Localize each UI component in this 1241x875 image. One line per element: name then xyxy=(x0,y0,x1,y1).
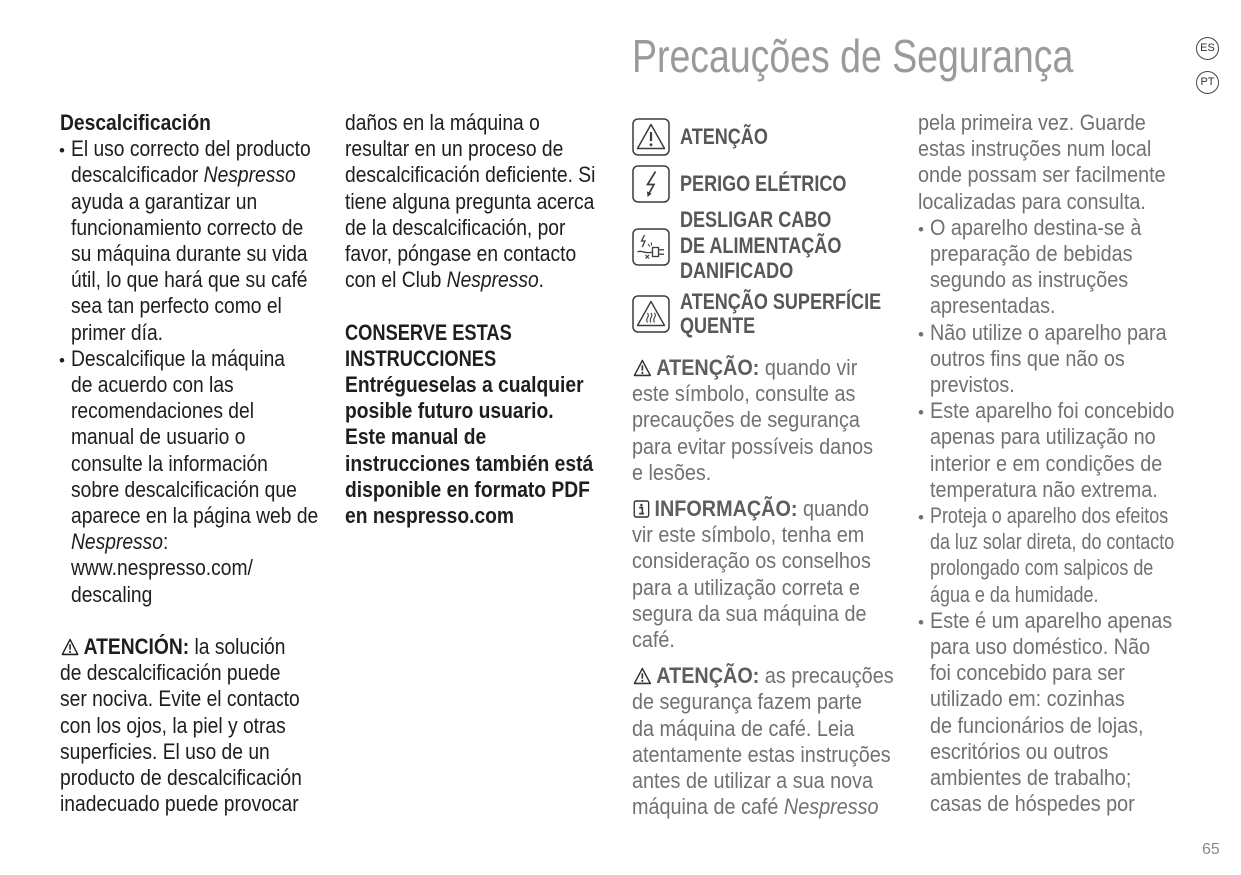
list-item xyxy=(918,215,1230,320)
language-badge-es: ES xyxy=(1196,37,1219,60)
warning-icon xyxy=(632,667,653,685)
list-item-text xyxy=(71,136,318,346)
continued-paragraph xyxy=(345,110,595,293)
list-item-text: • Este aparelho foi concebido apenas para utilização no interior e em condições de temperatura não extrema. xyxy=(930,398,1175,502)
warning-label: ATENCIÓN: xyxy=(83,634,190,660)
warning-icon xyxy=(632,118,670,156)
list-item-text: • Este é um aparelho apenas para uso doméstico. Não foi concebido para ser utilizado em: cozinhas de funcionários de lojas, escritórios ou outros ambientes de trabalho; casas de hóspedes por xyxy=(930,607,1173,817)
list-item xyxy=(918,503,1230,608)
note-text: quando vir este símbolo, consulte as precauções de segurança para evitar possíveis danos e lesões. xyxy=(632,355,874,485)
text-run: ayuda a garantizar un funcionamiento correcto de su máquina durante su vida útil, lo que hará que su café sea tan perfecto como el primer día. xyxy=(71,188,308,345)
note-label: ATENÇÃO: xyxy=(656,355,760,380)
list-item-text: • Não utilize o aparelho para outros fins que não os previstos. xyxy=(930,319,1167,398)
page-number: 65 xyxy=(1202,841,1220,858)
section-heading: Descalcificación xyxy=(60,110,211,135)
warning-icon xyxy=(60,638,80,656)
column-es-right xyxy=(345,110,631,529)
warning-paragraph xyxy=(60,634,317,817)
damaged-cable-icon xyxy=(632,228,670,266)
hot-surface-icon xyxy=(632,295,670,333)
note-warning xyxy=(632,355,894,486)
brand-name: Nespresso xyxy=(783,794,879,820)
list-item-text xyxy=(71,346,318,608)
note-info xyxy=(632,496,894,653)
legend-label-damaged-cable: DESLIGAR CABO DE ALIMENTAÇÃO DANIFICADO xyxy=(680,207,842,283)
list-item xyxy=(60,346,354,608)
text-run: daños en la máquina o resultar en un proceso de descalcificación deficiente. Si tiene alguna pregunta acerca de la descalcificación, por favor, póngase en contacto con el Club xyxy=(345,110,596,293)
warning-text: la solución de descalcificación puede ser nociva. Evite el contacto con los ojos, la piel y otras superficies. El uso de un producto de descalcificación inadecuado puede provocar xyxy=(60,634,302,817)
list-item xyxy=(60,136,354,346)
legend-label-electric: PERIGO ELÉTRICO xyxy=(680,171,847,196)
brand-name: Nespresso xyxy=(203,162,296,188)
note-text: as precauções de segurança fazem parte da máquina de café. Leia atentamente estas instruções antes de utilizar a sua nova máquina de café xyxy=(632,663,894,820)
list-item-text: • Proteja o aparelho dos efeitos da luz solar direta, do contacto prolongado com salpicos de água e da humidade. xyxy=(930,503,1175,607)
info-icon xyxy=(632,500,651,518)
note-text: quando vir este símbolo, tenha em consideração os conselhos para a utilização correta e segura da sua máquina de café. xyxy=(632,496,871,653)
note-warning xyxy=(632,663,894,820)
brand-name: Nespresso xyxy=(446,267,539,293)
list-item xyxy=(918,608,1230,818)
column-es-left xyxy=(60,110,354,817)
intro-paragraph: pela primeira vez. Guarde estas instruções num local onde possam ser facilmente localizadas para consulta. xyxy=(918,110,1166,214)
text-run: . xyxy=(538,267,545,293)
warning-icon xyxy=(632,359,653,377)
column-pt-left-notes xyxy=(632,355,923,820)
list-item-text: • O aparelho destina-se à preparação de bebidas segundo as instruções apresentadas. xyxy=(930,214,1142,319)
language-badge-pt: PT xyxy=(1196,71,1219,94)
column-pt-right xyxy=(918,110,1230,817)
legend-label-hot-surface: ATENÇÃO SUPERFÍCIE QUENTE xyxy=(680,289,882,338)
note-label: INFORMAÇÃO: xyxy=(654,496,798,522)
keep-instructions-block xyxy=(345,320,631,530)
text-run: El uso correcto del producto descalcificador xyxy=(71,136,311,188)
text-run: Descalcifique la máquina de acuerdo con las recomendaciones del manual de usuario o consulte la información sobre descalcificación que aparece en la página web de xyxy=(71,345,319,529)
keep-instructions-title: CONSERVE ESTAS INSTRUCCIONES xyxy=(345,319,512,371)
page-title: Precauções de Segurança xyxy=(632,30,1074,82)
legend-label-warning: ATENÇÃO xyxy=(680,124,768,149)
brand-name: Nespresso xyxy=(71,529,164,555)
list-item xyxy=(918,398,1230,503)
electric-hazard-icon xyxy=(632,165,670,203)
note-label: ATENÇÃO: xyxy=(656,663,760,689)
list-item xyxy=(918,320,1230,399)
text-run: : www.nespresso.com/ descaling xyxy=(71,529,253,607)
keep-instructions-text: Entrégueselas a cualquier posible futuro usuario. Este manual de instrucciones también está disponible en formato PDF en nespresso.com xyxy=(345,372,594,529)
